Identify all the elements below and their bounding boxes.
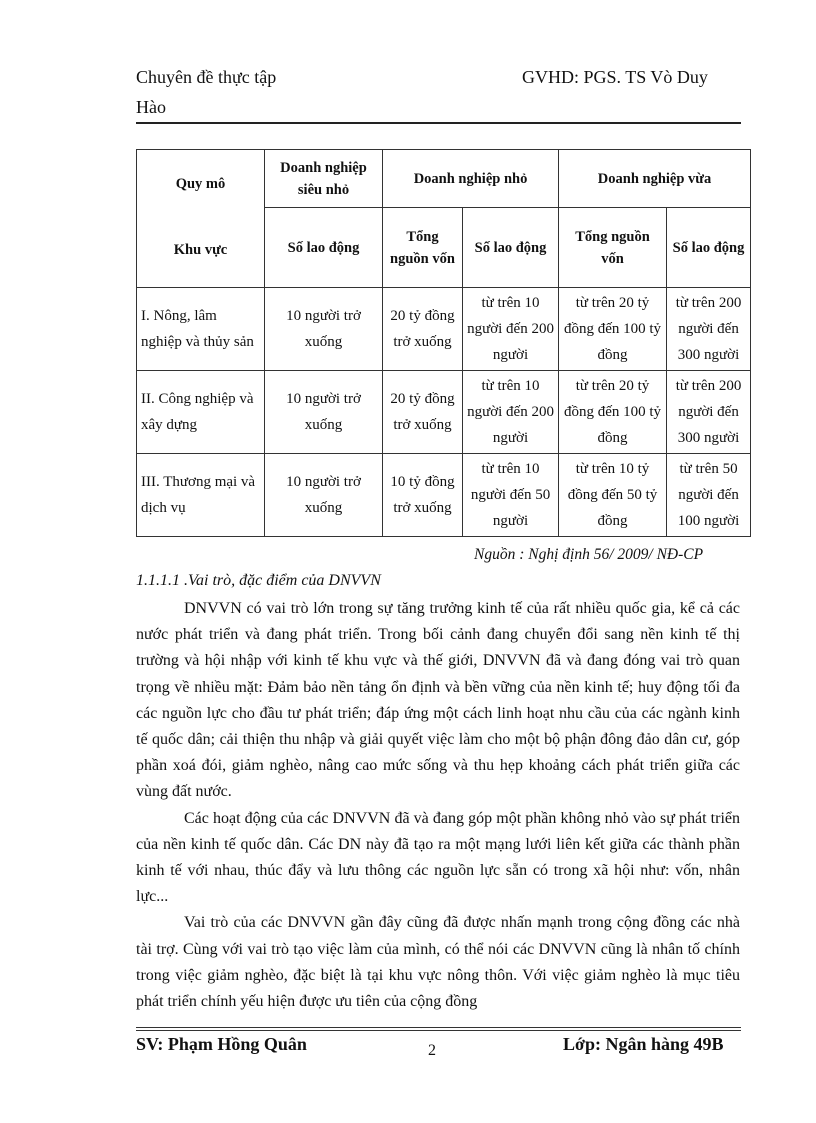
header-title-continued: Hào [136,97,166,117]
header-advisor: GVHD: PGS. TS Vò Duy [522,67,708,87]
subheader-medium-labor: Số lao động [667,208,751,288]
table-row [137,371,751,454]
paragraph: DNVVN có vai trò lớn trong sự tăng trưởng kinh tế của rất nhiều quốc gia, kể cả các nước phát triển và đang phát triển. Trong bối cảnh đang chuyển đổi sang nền kinh tế thị trường và hội nhập với kinh tế khu vực và thế giới, DNVVN đã và đang đóng vai trò quan trọng về nhiều mặt: Đảm bảo nền tảng ổn định và bền vững của nền kinh tế; huy động tối đa các nguồn lực cho đầu tư phát triển; đáp ứng một cách linh hoạt nhu cầu của các ngành kinh tế quốc dân; cải thiện thu nhập và giải quyết việc làm cho một bộ phận đông đảo dân cư, góp phần xoá đói, giảm nghèo, nâng cao mức sống và thu hẹp khoảng cách phát triển giữa các vùng đất nước. [136,600,740,801]
cell-micro-labor: 10 người trở xuống [265,288,383,371]
footer-rule [136,1030,741,1031]
paragraph: Các hoạt động của các DNVVN đã và đang góp một phần không nhỏ vào sự phát triển của nền kinh tế quốc dân. Các DN này đã tạo ra một mạng lưới liên kết giữa các thành phần kinh tế với nhau, thúc đẩy và lưu thông các nguồn lực sẵn có trong xã hội như: vốn, nhân lực... [136,809,740,906]
cell-small-capital: 20 tỷ đồng trở xuống [383,371,463,454]
row-sector: II. Công nghiệp và xây dựng [137,371,265,454]
section-heading: 1.1.1.1 .Vai trò, đặc điểm của DNVVN [136,572,381,589]
paragraph: Vai trò của các DNVVN gần đây cũng đã được nhấn mạnh trong cộng đồng các nhà tài trợ. Cùng với vai trò tạo việc làm của mình, có thể nói các DNVVN cũng là nhân tố chính trong việc giảm nghèo, đặc biệt là tại khu vực nông thôn. Với việc giảm nghèo là mục tiêu phát triển chính yếu hiện được ưu tiên của cộng đồng [136,914,740,1011]
page-number: 2 [428,1042,436,1059]
subheader-medium-capital: Tổng nguồn vốn [559,208,667,288]
cell-medium-capital: từ trên 10 tỷ đồng đến 50 tỷ đồng [559,454,667,537]
cell-small-labor: từ trên 10 người đến 50 người [463,454,559,537]
enterprise-scale-table [136,149,751,537]
col-header-micro: Doanh nghiệp siêu nhỏ [265,150,383,208]
cell-medium-capital: từ trên 20 tỷ đồng đến 100 tỷ đồng [559,288,667,371]
corner-sector-label: Khu vực [173,241,228,258]
cell-medium-labor: từ trên 200 người đến 300 người [667,371,751,454]
cell-medium-capital: từ trên 20 tỷ đồng đến 100 tỷ đồng [559,371,667,454]
col-header-small: Doanh nghiệp nhỏ [383,150,559,208]
corner-scale-label: Quy mô [175,175,226,192]
footer-student: SV: Phạm Hồng Quân [136,1034,307,1054]
table-corner-header [137,150,265,288]
cell-medium-labor: từ trên 50 người đến 100 người [667,454,751,537]
row-sector: I. Nông, lâm nghiệp và thủy sản [137,288,265,371]
table-row [137,288,751,371]
header-left [136,62,436,122]
cell-small-capital: 10 tỷ đồng trở xuống [383,454,463,537]
header-title: Chuyên đề thực tập [136,67,277,87]
footer-class: Lớp: Ngân hàng 49B [563,1034,724,1054]
subheader-small-capital: Tổng nguồn vốn [383,208,463,288]
table-row [137,454,751,537]
cell-small-labor: từ trên 10 người đến 200 người [463,371,559,454]
table-source-note: Nguồn : Nghị định 56/ 2009/ NĐ-CP [474,546,704,563]
row-sector: III. Thương mại và dịch vụ [137,454,265,537]
cell-micro-labor: 10 người trở xuống [265,454,383,537]
cell-small-labor: từ trên 10 người đến 200 người [463,288,559,371]
cell-medium-labor: từ trên 200 người đến 300 người [667,288,751,371]
footer-rule [136,1027,741,1028]
cell-small-capital: 20 tỷ đồng trở xuống [383,288,463,371]
subheader-micro-labor: Số lao động [265,208,383,288]
cell-micro-labor: 10 người trở xuống [265,371,383,454]
col-header-medium: Doanh nghiệp vừa [559,150,751,208]
header-rule [136,122,741,124]
subheader-small-labor: Số lao động [463,208,559,288]
body-text [136,596,740,1015]
